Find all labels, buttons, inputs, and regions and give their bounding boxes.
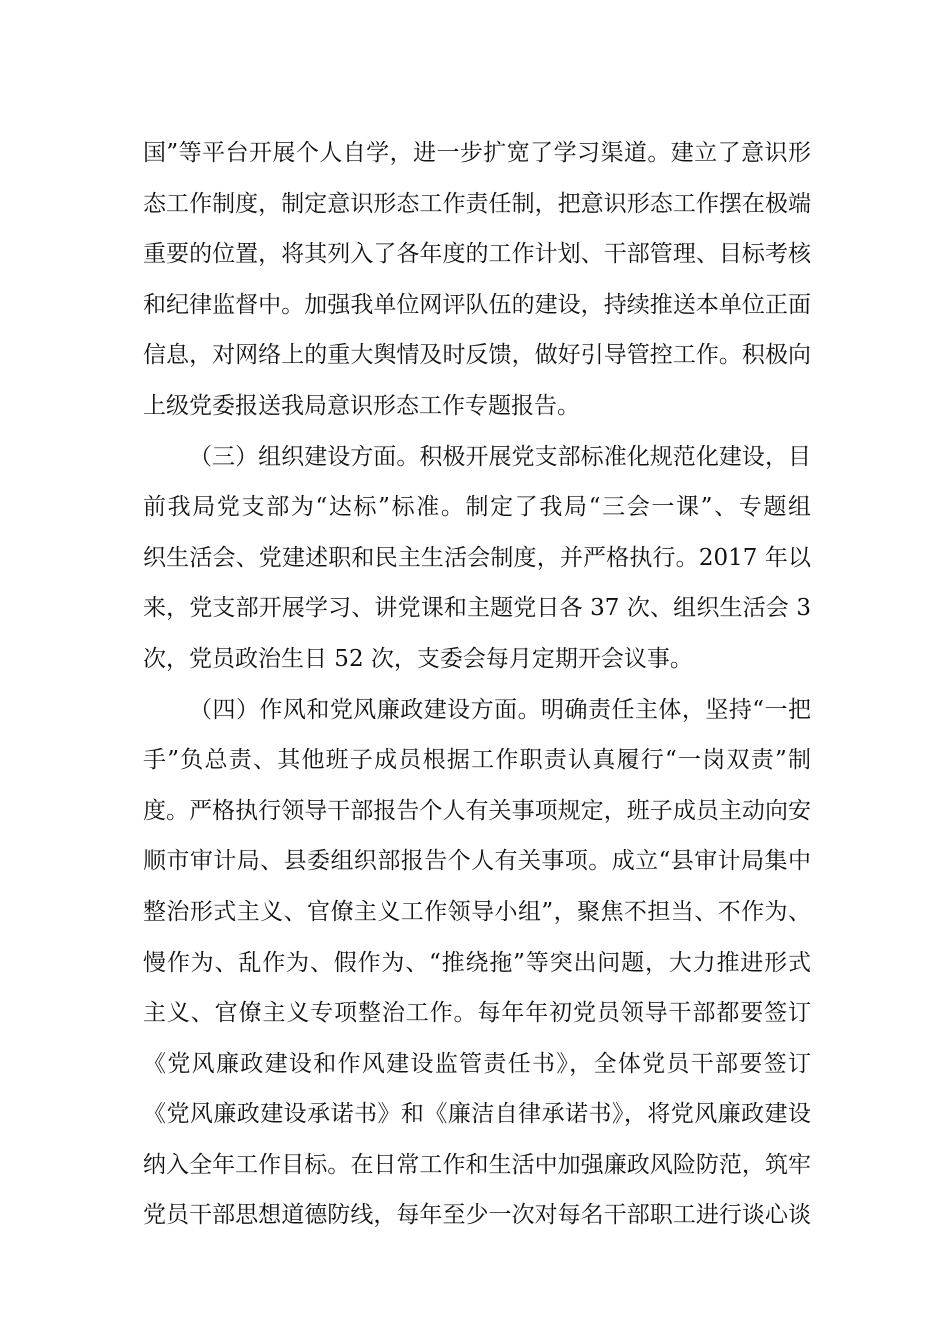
text-line: 国”等平台开展个人自学，进一步扩宽了学习渠道。建立了意识形 (143, 140, 811, 166)
text-line: 顺市审计局、县委组织部报告个人有关事项。成立“县审计局集中 (143, 848, 811, 875)
text-line: 信息，对网络上的重大舆情及时反馈，做好引导管控工作。积极向 (143, 342, 811, 369)
text-line: 上级党委报送我局意识形态工作专题报告。 (143, 392, 580, 419)
text-line: （四）作风和党风廉政建设方面。明确责任主体，坚持“一把 (189, 696, 811, 723)
text-line: 慢作为、乱作为、假作为、“推绕拖”等突出问题，大力推进形式 (143, 949, 811, 976)
text-line: 织生活会、党建述职和民主生活会制度，并严格执行。2017 年以 (143, 544, 811, 571)
text-line: 次，党员政治生日 52 次，支委会每月定期开会议事。 (143, 645, 693, 672)
text-line: 和纪律监督中。加强我单位网评队伍的建设，持续推送本单位正面 (143, 291, 811, 318)
text-line: 《党风廉政建设承诺书》和《廉洁自律承诺书》，将党风廉政建设 (143, 1101, 811, 1128)
text-line: 党员干部思想道德防线，每年至少一次对每名干部职工进行谈心谈 (143, 1202, 811, 1229)
text-line: 《党风廉政建设和作风建设监管责任书》，全体党员干部要签订 (143, 1050, 811, 1077)
document-body (143, 128, 811, 1241)
text-line: 手”负总责、其他班子成员根据工作职责认真履行“一岗双责”制 (143, 747, 811, 774)
text-line: （三）组织建设方面。积极开展党支部标准化规范化建设，目 (189, 443, 811, 470)
text-line: 前我局党支部为“达标”标准。制定了我局“三会一课”、专题组 (143, 494, 811, 521)
text-line: 度。严格执行领导干部报告个人有关事项规定，班子成员主动向安 (143, 797, 811, 824)
text-line: 主义、官僚主义专项整治工作。每年年初党员领导干部都要签订 (143, 1000, 811, 1027)
text-line: 纳入全年工作目标。在日常工作和生活中加强廉政风险防范，筑牢 (143, 1151, 811, 1178)
text-line: 整治形式主义、官僚主义工作领导小组”，聚焦不担当、不作为、 (143, 898, 811, 925)
text-line: 态工作制度，制定意识形态工作责任制，把意识形态工作摆在极端 (143, 190, 811, 217)
text-line: 重要的位置，将其列入了各年度的工作计划、干部管理、目标考核 (143, 241, 811, 268)
text-line: 来，党支部开展学习、讲党课和主题党日各 37 次、组织生活会 3 (143, 595, 811, 622)
